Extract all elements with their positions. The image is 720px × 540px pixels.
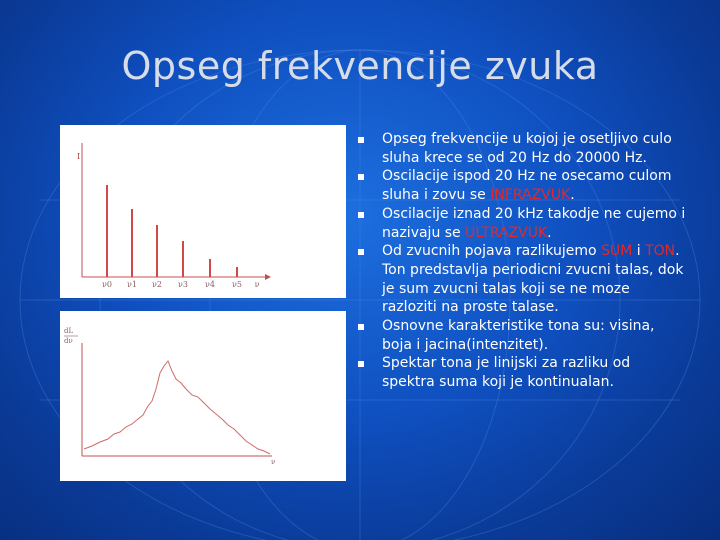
x-tick-label: ν5 [232,280,242,289]
bullet-item: Osnovne karakteristike tona su: visina, boja i jacina(intenzitet). [356,317,686,354]
line-spectrum-figure [60,125,346,298]
square-bullet-icon [358,212,364,218]
bullet-list [356,130,686,392]
bullet-item: Oscilacije iznad 20 kHz takodje ne cujemo i nazivaju se ULTRAZVUK. [356,205,686,242]
highlight-sum: SUM [601,243,633,260]
slide-title: Opseg frekvencije zvuka [121,44,599,88]
x-tick-label: ν4 [205,280,215,289]
highlight-infrazvuk: INFRAZVUK [490,187,571,204]
spectrum-curve [84,361,270,454]
highlight-ultrazvuk: ULTRAZVUK [465,224,548,241]
x-tick-label: ν1 [127,280,137,289]
square-bullet-icon [358,361,364,367]
square-bullet-icon [358,249,364,255]
y-axis-label-bottom: dν [64,337,73,345]
square-bullet-icon [358,324,364,330]
bullet-item: Oscilacije ispod 20 Hz ne osecamo culom sluha i zovu se INFRAZVUK. [356,167,686,204]
continuous-spectrum-figure [60,311,346,481]
x-tick-label: ν3 [178,280,188,289]
x-axis-label: ν [254,280,260,289]
x-tick-label: ν0 [102,280,112,289]
square-bullet-icon [358,174,364,180]
highlight-ton: TON [645,243,676,260]
x-axis-label: ν [271,458,276,466]
x-tick-label: ν2 [152,280,162,289]
square-bullet-icon [358,137,364,143]
bullet-item: Spektar tona je linijski za razliku od spektra suma koji je kontinualan. [356,354,686,391]
y-axis-label: I [77,152,81,161]
bullet-item: Od zvucnih pojava razlikujemo SUM i TON. Ton predstavlja periodicni zvucni talas, dok je sum zvucni talas koji se ne moze razloziti na proste talase. [356,242,686,317]
bullet-item: Opseg frekvencije u kojoj je osetljivo culo sluha krece se od 20 Hz do 20000 Hz. [356,130,686,167]
y-axis-label-top: dL [64,327,74,335]
x-axis-arrow [265,274,271,280]
